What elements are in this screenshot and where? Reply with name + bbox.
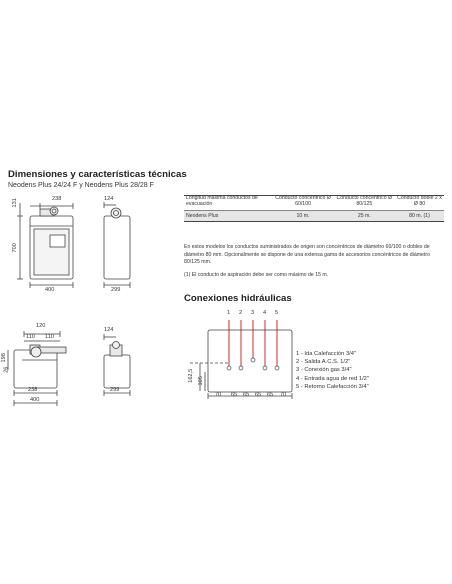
dim-105: 105 [197, 376, 204, 386]
dim-299: 299 [111, 287, 121, 293]
dim-124: 124 [104, 196, 114, 202]
list-item: 4 - Entrada agua de red 1/2" [296, 375, 369, 382]
table-header: Longitud máxima conductos de evacuación [184, 196, 272, 211]
list-item: 3 - Conexión gas 3/4" [296, 367, 352, 374]
dim-700: 700 [11, 243, 18, 253]
bottom-dim: 65 [255, 392, 262, 398]
table-header-row [184, 196, 444, 211]
connections-outline [208, 330, 292, 392]
table-header: Conducto concéntrico Ø 80/125 [334, 196, 395, 211]
dim-162-5: 162,5 [188, 368, 195, 383]
list-item: 5 - Retorno Calefacción 3/4" [296, 383, 369, 390]
dim-26: 26 [3, 366, 10, 373]
bottom-dim: 65 [267, 392, 274, 398]
bottom-dim: 70 [215, 392, 222, 398]
note-footnote: (1) El conducto de aspiración debe ser como máximo de 15 m. [184, 272, 329, 278]
dim-110-a: 110 [26, 334, 35, 340]
dim-120: 120 [36, 323, 46, 329]
boiler-side-outline-2 [104, 355, 130, 388]
dim-400-b: 400 [30, 397, 40, 403]
table-cell: 10 m. [272, 210, 333, 221]
dim-124-b: 124 [104, 327, 114, 333]
bottom-dim: 70 [280, 392, 287, 398]
connection-number: 5 [275, 310, 279, 316]
table-header: Conducto concéntrico Ø 60/100 [272, 196, 333, 211]
dim-198: 198 [0, 353, 7, 363]
table-cell: 25 m. [334, 210, 395, 221]
dim-400: 400 [45, 287, 55, 293]
section-title-connections: Conexiones hidráulicas [184, 293, 292, 304]
connection-number: 4 [263, 310, 267, 316]
page-title: Dimensiones y características técnicas [8, 169, 187, 180]
note-paragraph: En estos modelos los conductos suministrados de origen son concéntricos de diámetro 60/100 o dobles de diámetro 80 mm. Opcionalmente se dispone de una extensa gama de accesorios concéntricos de diámetro 80/125 mm. [184, 244, 430, 266]
bottom-dim: 65 [231, 392, 238, 398]
connection-number: 3 [251, 310, 255, 316]
connection-number: 1 [227, 310, 231, 316]
dim-131: 131 [11, 198, 18, 208]
table-cell: Neodens Plus [184, 210, 272, 221]
dim-299-b: 299 [110, 387, 120, 393]
table-row [184, 210, 444, 221]
flue-length-table [184, 195, 444, 222]
table-header: Conducto doble 2 x Ø 80 [395, 196, 444, 211]
dim-238: 238 [52, 196, 62, 202]
dim-110-b: 110 [45, 334, 54, 340]
table-cell: 80 m. (1) [395, 210, 444, 221]
dim-238-b: 238 [28, 387, 38, 393]
bottom-dim: 65 [243, 392, 250, 398]
list-item: 1 - Ida Calefacción 3/4" [296, 351, 357, 357]
page-subtitle: Neodens Plus 24/24 F y Neodens Plus 28/28 F [8, 182, 154, 189]
list-item: 2 - Salida A.C.S. 1/2" [296, 359, 351, 366]
connection-number: 2 [239, 310, 243, 316]
boiler-side-outline [104, 216, 130, 279]
connections-list [296, 350, 369, 391]
